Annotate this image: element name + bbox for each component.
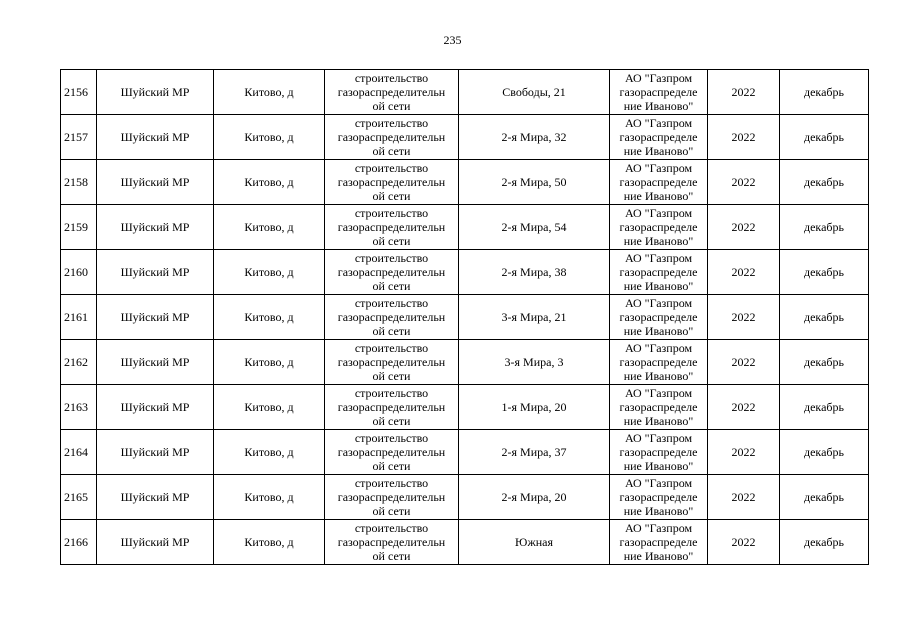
address: 1-я Мира, 20 bbox=[459, 385, 610, 430]
row-number: 2165 bbox=[61, 475, 97, 520]
work-type-text: строительство газораспределительн ой сети bbox=[337, 341, 446, 383]
work-type bbox=[325, 160, 459, 205]
row-number: 2162 bbox=[61, 340, 97, 385]
work-type bbox=[325, 250, 459, 295]
table-row bbox=[61, 430, 869, 475]
work-type-text: строительство газораспределительн ой сети bbox=[337, 296, 446, 338]
work-type-text: строительство газораспределительн ой сети bbox=[337, 476, 446, 518]
address: 3-я Мира, 21 bbox=[459, 295, 610, 340]
table-row bbox=[61, 250, 869, 295]
operator-text: АО "Газпром газораспределе ние Иваново" bbox=[619, 206, 698, 248]
year: 2022 bbox=[708, 385, 780, 430]
work-type-text: строительство газораспределительн ой сети bbox=[337, 251, 446, 293]
operator bbox=[610, 295, 708, 340]
district: Шуйский МР bbox=[97, 250, 214, 295]
table-row bbox=[61, 520, 869, 565]
month: декабрь bbox=[780, 160, 869, 205]
address: 2-я Мира, 20 bbox=[459, 475, 610, 520]
operator-text: АО "Газпром газораспределе ние Иваново" bbox=[619, 431, 698, 473]
row-number: 2164 bbox=[61, 430, 97, 475]
table-row bbox=[61, 205, 869, 250]
year: 2022 bbox=[708, 475, 780, 520]
district: Шуйский МР bbox=[97, 205, 214, 250]
operator-text: АО "Газпром газораспределе ние Иваново" bbox=[619, 296, 698, 338]
month: декабрь bbox=[780, 250, 869, 295]
settlement: Китово, д bbox=[214, 520, 325, 565]
settlement: Китово, д bbox=[214, 115, 325, 160]
month: декабрь bbox=[780, 205, 869, 250]
address: 2-я Мира, 54 bbox=[459, 205, 610, 250]
year: 2022 bbox=[708, 205, 780, 250]
work-type bbox=[325, 295, 459, 340]
operator-text: АО "Газпром газораспределе ние Иваново" bbox=[619, 476, 698, 518]
district: Шуйский МР bbox=[97, 295, 214, 340]
work-type bbox=[325, 430, 459, 475]
month: декабрь bbox=[780, 385, 869, 430]
row-number: 2158 bbox=[61, 160, 97, 205]
table-row bbox=[61, 340, 869, 385]
work-type bbox=[325, 475, 459, 520]
operator bbox=[610, 385, 708, 430]
district: Шуйский МР bbox=[97, 340, 214, 385]
address: 3-я Мира, 3 bbox=[459, 340, 610, 385]
work-type bbox=[325, 205, 459, 250]
year: 2022 bbox=[708, 520, 780, 565]
work-type bbox=[325, 385, 459, 430]
settlement: Китово, д bbox=[214, 340, 325, 385]
month: декабрь bbox=[780, 115, 869, 160]
year: 2022 bbox=[708, 250, 780, 295]
operator bbox=[610, 250, 708, 295]
month: декабрь bbox=[780, 340, 869, 385]
work-type-text: строительство газораспределительн ой сети bbox=[337, 431, 446, 473]
month: декабрь bbox=[780, 520, 869, 565]
district: Шуйский МР bbox=[97, 475, 214, 520]
operator bbox=[610, 205, 708, 250]
table-row bbox=[61, 295, 869, 340]
table-row bbox=[61, 160, 869, 205]
year: 2022 bbox=[708, 295, 780, 340]
table-body bbox=[61, 70, 869, 565]
work-type bbox=[325, 115, 459, 160]
settlement: Китово, д bbox=[214, 205, 325, 250]
district: Шуйский МР bbox=[97, 160, 214, 205]
year: 2022 bbox=[708, 160, 780, 205]
operator-text: АО "Газпром газораспределе ние Иваново" bbox=[619, 521, 698, 563]
operator bbox=[610, 430, 708, 475]
year: 2022 bbox=[708, 430, 780, 475]
page-number: 235 bbox=[443, 33, 462, 47]
month: декабрь bbox=[780, 475, 869, 520]
work-type-text: строительство газораспределительн ой сети bbox=[337, 386, 446, 428]
row-number: 2163 bbox=[61, 385, 97, 430]
work-type bbox=[325, 520, 459, 565]
table-row bbox=[61, 70, 869, 115]
district: Шуйский МР bbox=[97, 385, 214, 430]
district: Шуйский МР bbox=[97, 70, 214, 115]
work-type-text: строительство газораспределительн ой сети bbox=[337, 206, 446, 248]
work-type-text: строительство газораспределительн ой сети bbox=[337, 161, 446, 203]
year: 2022 bbox=[708, 115, 780, 160]
operator-text: АО "Газпром газораспределе ние Иваново" bbox=[619, 161, 698, 203]
work-type bbox=[325, 340, 459, 385]
table-row bbox=[61, 385, 869, 430]
operator bbox=[610, 520, 708, 565]
work-type-text: строительство газораспределительн ой сети bbox=[337, 71, 446, 113]
month: декабрь bbox=[780, 70, 869, 115]
month: декабрь bbox=[780, 295, 869, 340]
row-number: 2157 bbox=[61, 115, 97, 160]
table-row bbox=[61, 475, 869, 520]
month: декабрь bbox=[780, 430, 869, 475]
address: 2-я Мира, 32 bbox=[459, 115, 610, 160]
settlement: Китово, д bbox=[214, 250, 325, 295]
operator-text: АО "Газпром газораспределе ние Иваново" bbox=[619, 71, 698, 113]
operator bbox=[610, 160, 708, 205]
district: Шуйский МР bbox=[97, 430, 214, 475]
gas-network-construction-table bbox=[60, 69, 869, 565]
row-number: 2160 bbox=[61, 250, 97, 295]
year: 2022 bbox=[708, 340, 780, 385]
table-row bbox=[61, 115, 869, 160]
address: 2-я Мира, 38 bbox=[459, 250, 610, 295]
operator bbox=[610, 475, 708, 520]
work-type bbox=[325, 70, 459, 115]
row-number: 2156 bbox=[61, 70, 97, 115]
district: Шуйский МР bbox=[97, 520, 214, 565]
row-number: 2161 bbox=[61, 295, 97, 340]
year: 2022 bbox=[708, 70, 780, 115]
row-number: 2159 bbox=[61, 205, 97, 250]
address: Южная bbox=[459, 520, 610, 565]
work-type-text: строительство газораспределительн ой сети bbox=[337, 116, 446, 158]
settlement: Китово, д bbox=[214, 430, 325, 475]
settlement: Китово, д bbox=[214, 385, 325, 430]
address: 2-я Мира, 50 bbox=[459, 160, 610, 205]
operator-text: АО "Газпром газораспределе ние Иваново" bbox=[619, 341, 698, 383]
operator bbox=[610, 115, 708, 160]
operator-text: АО "Газпром газораспределе ние Иваново" bbox=[619, 251, 698, 293]
address: Свободы, 21 bbox=[459, 70, 610, 115]
operator bbox=[610, 340, 708, 385]
settlement: Китово, д bbox=[214, 295, 325, 340]
address: 2-я Мира, 37 bbox=[459, 430, 610, 475]
operator bbox=[610, 70, 708, 115]
settlement: Китово, д bbox=[214, 160, 325, 205]
operator-text: АО "Газпром газораспределе ние Иваново" bbox=[619, 386, 698, 428]
settlement: Китово, д bbox=[214, 475, 325, 520]
settlement: Китово, д bbox=[214, 70, 325, 115]
row-number: 2166 bbox=[61, 520, 97, 565]
work-type-text: строительство газораспределительн ой сети bbox=[337, 521, 446, 563]
district: Шуйский МР bbox=[97, 115, 214, 160]
operator-text: АО "Газпром газораспределе ние Иваново" bbox=[619, 116, 698, 158]
